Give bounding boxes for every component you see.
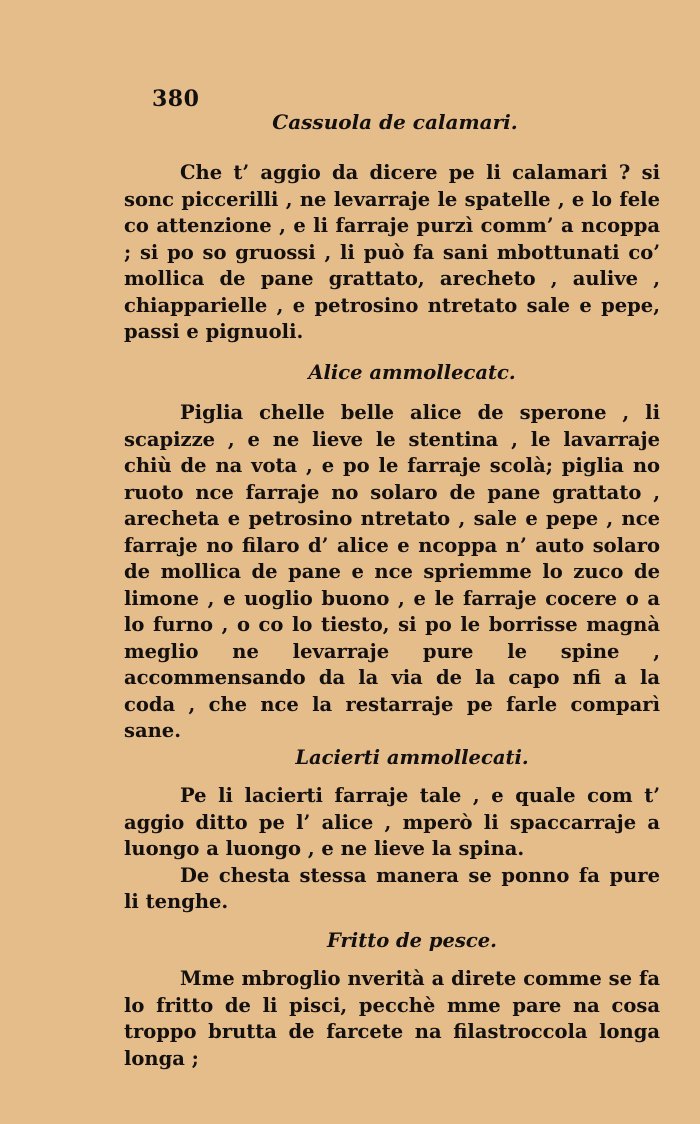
section-cassuola bbox=[124, 160, 660, 346]
section-alice bbox=[124, 360, 660, 745]
section-title: Lacierti ammollecati. bbox=[295, 745, 529, 769]
paragraph: Che t’ aggio da dicere pe li calamari ? si sonc piccerilli , ne levarraje le spatelle , e lo fele co attenzione , e li farraje purzì comm’ a ncoppa ; si po so gruossi , li può fa sani mbottunati co’ mollica de pane grattato, arecheto , aulive , chiapparielle , e petrosino ntretato sale e pepe, passi e pignuoli. bbox=[124, 161, 660, 343]
paragraph: Mme mbroglio nverità a direte comme se fa lo fritto de li pisci, pecchè mme pare na cosa troppo brutta de farcete na filastroccola longa longa ; bbox=[124, 967, 660, 1070]
paragraph: Piglia chelle belle alice de sperone , li scapizze , e ne lieve le stentina , le lavarraje chiù de na vota , e po le farraje scolà; piglia no ruoto nce farraje no solaro de pane grattato , arecheta e petrosino ntretato , sale e pepe , nce farraje no filaro d’ alice e ncoppa n’ auto solaro de mollica de pane e nce spriemme lo zuco de limone , e uoglio buono , e le farraje cocere o a lo furno , o co lo tiesto, si po le borrisse magnà meglio ne levarraje pure le spine , accommensando da la via de la capo nfi a la coda , che nce la restarraje pe farle comparì sane. bbox=[124, 401, 660, 742]
page-content bbox=[124, 160, 660, 1072]
paragraph: De chesta stessa manera se ponno fa pure li tenghe. bbox=[124, 863, 660, 913]
section-title: Fritto de pesce. bbox=[327, 928, 497, 952]
section-title: Alice ammollecatc. bbox=[308, 360, 516, 384]
running-title: Cassuola de calamari. bbox=[272, 110, 518, 134]
section-fritto bbox=[124, 928, 660, 1073]
section-lacierti bbox=[124, 745, 660, 916]
page-number: 380 bbox=[152, 86, 200, 112]
paragraph: Pe li lacierti farraje tale , e quale com t’ aggio ditto pe l’ alice , mperò li spaccarraje a luongo a luongo , e ne lieve la spina. bbox=[124, 784, 660, 860]
